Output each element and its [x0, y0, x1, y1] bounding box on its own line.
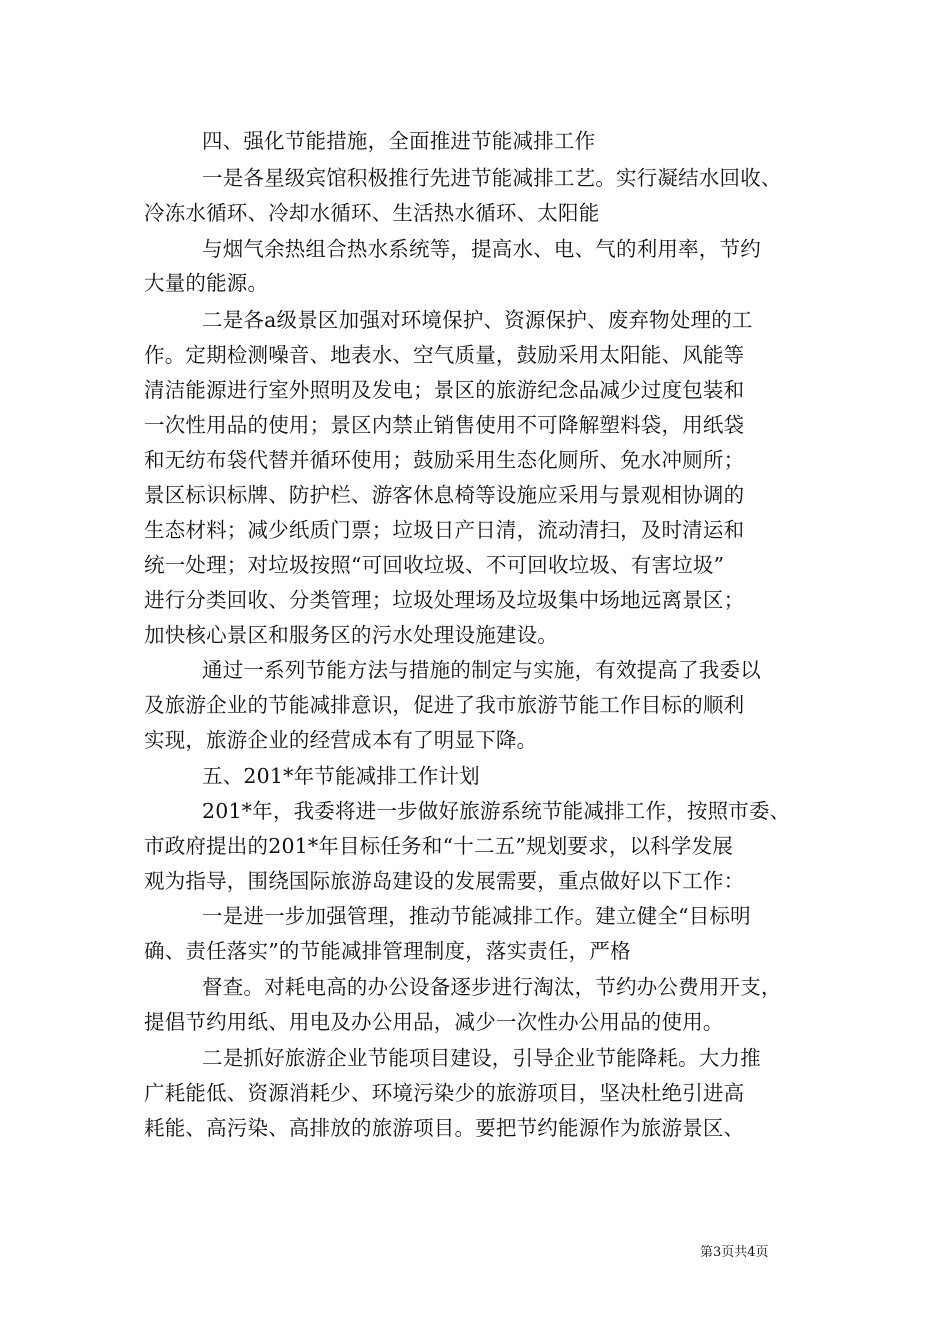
section-heading-4: 四、强化节能措施，全面推进节能减排工作	[202, 129, 596, 153]
paragraph-line: 一次性用品的使用；景区内禁止销售使用不可降解塑料袋，用纸袋	[144, 413, 745, 437]
paragraph-line: 生态材料；减少纸质门票；垃圾日产日清，流动清扫，及时清运和	[144, 518, 745, 542]
paragraph-line: 一是进一步加强管理，推动节能减排工作。建立健全“目标明	[202, 904, 751, 928]
paragraph-line: 广耗能低、资源消耗少、环境污染少的旅游项目，坚决杜绝引进高	[144, 1081, 745, 1105]
paragraph-line: 督查。对耗电高的办公设备逐步进行淘汰，节约办公费用开支，	[202, 975, 782, 999]
paragraph-line: 及旅游企业的节能减排意识，促进了我市旅游节能工作目标的顺利	[144, 693, 745, 717]
paragraph-line: 确、责任落实”的节能减排管理制度，落实责任，严格	[144, 939, 631, 963]
paragraph-line: 进行分类回收、分类管理；垃圾处理场及垃圾集中场地远离景区；	[144, 588, 745, 612]
paragraph-line: 通过一系列节能方法与措施的制定与实施，有效提高了我委以	[202, 658, 761, 682]
paragraph-line: 201*年，我委将进一步做好旅游系统节能减排工作，按照市委、	[202, 799, 791, 823]
paragraph-line: 市政府提出的201*年目标任务和“十二五”规划要求，以科学发展	[144, 834, 734, 858]
paragraph-line: 实现，旅游企业的经营成本有了明显下降。	[144, 728, 538, 752]
paragraph-line: 清洁能源进行室外照明及发电；景区的旅游纪念品减少过度包装和	[144, 378, 745, 402]
paragraph-line: 作。定期检测噪音、地表水、空气质量，鼓励采用太阳能、风能等	[144, 343, 745, 367]
paragraph-line: 耗能、高污染、高排放的旅游项目。要把节约能源作为旅游景区、	[144, 1116, 745, 1140]
paragraph-line: 观为指导，围绕国际旅游岛建设的发展需要，重点做好以下工作：	[144, 869, 745, 893]
paragraph-line: 冷冻水循环、冷却水循环、生活热水循环、太阳能	[144, 201, 600, 225]
paragraph-line: 与烟气余热组合热水系统等，提高水、电、气的利用率，节约	[202, 237, 761, 261]
paragraph-line: 一是各星级宾馆积极推行先进节能减排工艺。实行凝结水回收、	[202, 166, 782, 190]
page-number: 第3页共4页	[700, 1245, 769, 1260]
paragraph-line: 提倡节约用纸、用电及办公用品，减少一次性办公用品的使用。	[144, 1010, 724, 1034]
paragraph-line: 统一处理；对垃圾按照“可回收垃圾、不可回收垃圾、有害垃圾”	[144, 553, 725, 577]
paragraph-line: 景区标识标牌、防护栏、游客休息椅等设施应采用与景观相协调的	[144, 483, 745, 507]
paragraph-line: 和无纺布袋代替并循环使用；鼓励采用生态化厕所、免水冲厕所；	[144, 448, 745, 472]
paragraph-line: 二是各a级景区加强对环境保护、资源保护、废弃物处理的工	[202, 308, 753, 332]
paragraph-line: 加快核心景区和服务区的污水处理设施建设。	[144, 623, 558, 647]
paragraph-line: 二是抓好旅游企业节能项目建设，引导企业节能降耗。大力推	[202, 1046, 761, 1070]
section-heading-5: 五、201*年节能减排工作计划	[202, 764, 480, 788]
paragraph-line: 大量的能源。	[144, 271, 269, 295]
